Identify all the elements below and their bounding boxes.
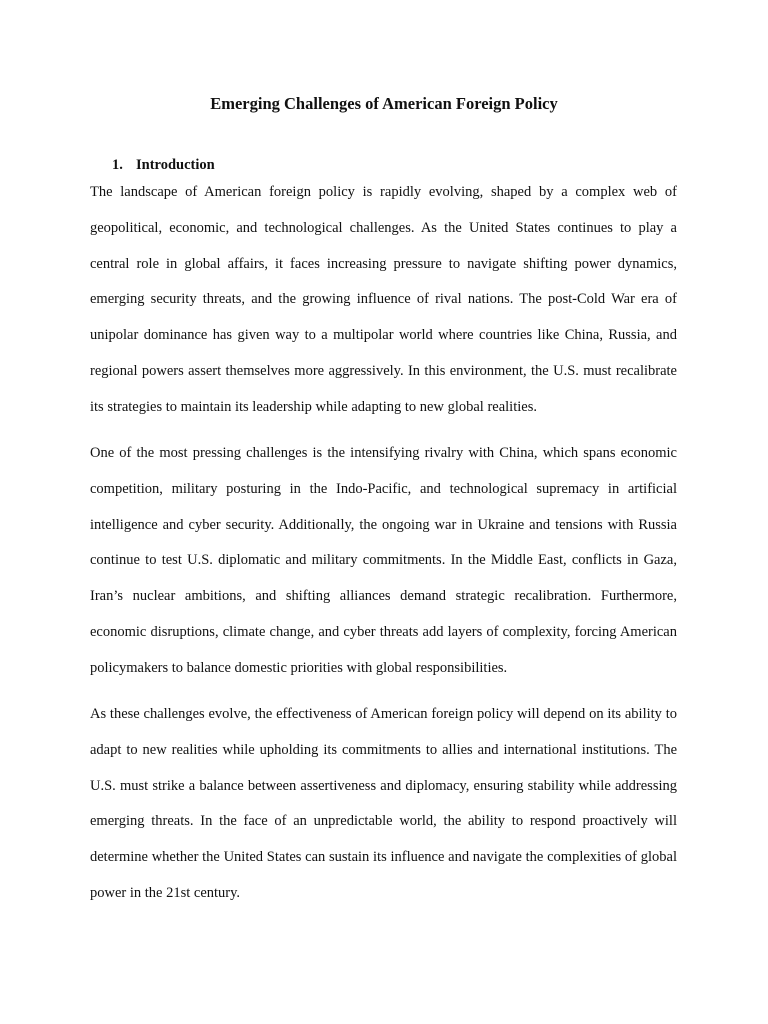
paragraph-3: As these challenges evolve, the effectiveness of American foreign policy will depend on its ability to adapt to new realities while upholding its commitments to allies and international institutions. The U.S. must strike a balance between assertiveness and diplomacy, ensuring stability while addressing emerging threats. In the face of an unpredictable world, the ability to respond proactively will determine whether the United States can sustain its influence and navigate the complexities of global power in the 21st century. <box>90 706 677 901</box>
paragraph-2: One of the most pressing challenges is the intensifying rivalry with China, which spans economic competition, military posturing in the Indo-Pacific, and technological supremacy in artificial intelligence and cyber security. Additionally, the ongoing war in Ukraine and tensions with Russia continue to test U.S. diplomatic and military commitments. In the Middle East, conflicts in Gaza, Iran’s nuclear ambitions, and shifting alliances demand strategic recalibration. Furthermore, economic disruptions, climate change, and cyber threats add layers of complexity, forcing American policymakers to balance domestic priorities with global responsibilities. <box>90 445 677 676</box>
section-heading <box>112 154 215 176</box>
document-title: Emerging Challenges of American Foreign Policy <box>210 94 558 113</box>
section-heading-text: Introduction <box>136 157 215 173</box>
paragraph-1: The landscape of American foreign policy is rapidly evolving, shaped by a complex web of geopolitical, economic, and technological challenges. As the United States continues to play a central role in global affairs, it faces increasing pressure to navigate shifting power dynamics, emerging security threats, and the growing influence of rival nations. The post-Cold War era of unipolar dominance has given way to a multipolar world where countries like China, Russia, and regional powers assert themselves more aggressively. In this environment, the U.S. must recalibrate its strategies to maintain its leadership while adapting to new global realities. <box>90 184 677 415</box>
section-number: 1. <box>112 157 123 173</box>
